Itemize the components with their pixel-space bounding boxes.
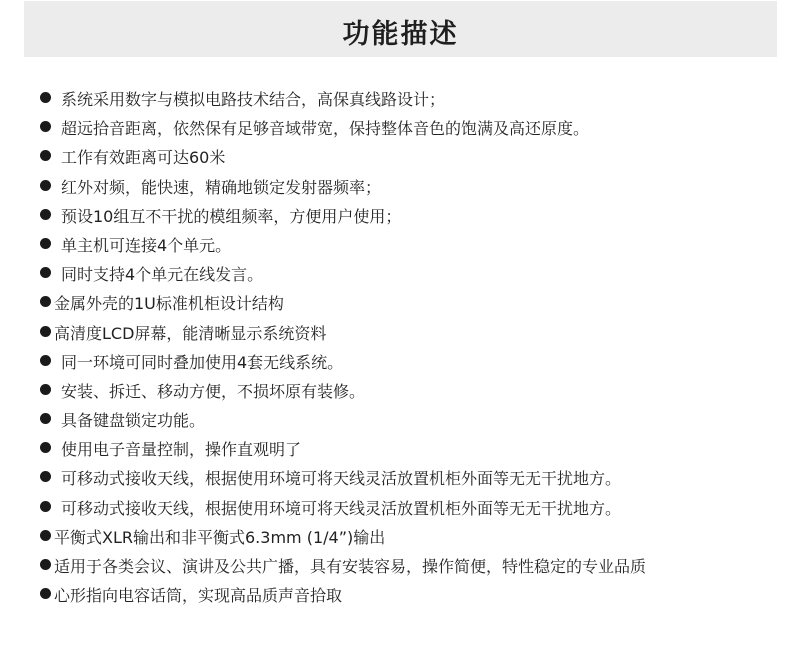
feature-list	[40, 84, 790, 609]
bullet-icon	[40, 384, 51, 395]
feature-text: 高清度LCD屏幕，能清晰显示系统资料	[54, 323, 327, 343]
feature-item	[40, 318, 790, 347]
feature-text: 同一环境可同时叠加使用4套无线系统。	[61, 352, 344, 372]
feature-text: 安装、拆迁、移动方便，不损坏原有装修。	[61, 381, 366, 401]
feature-item	[40, 493, 790, 522]
feature-text: 系统采用数字与模拟电路技术结合，高保真线路设计；	[61, 89, 446, 109]
feature-text: 使用电子音量控制，操作直观明了	[61, 440, 302, 460]
feature-item	[40, 551, 790, 580]
bullet-icon	[40, 501, 51, 512]
feature-item	[40, 376, 790, 405]
feature-item	[40, 288, 790, 317]
bullet-icon	[40, 413, 51, 424]
section-header	[24, 1, 777, 57]
bullet-icon	[40, 267, 51, 278]
feature-text: 单主机可连接4个单元。	[61, 235, 232, 255]
feature-text: 具备键盘锁定功能。	[61, 410, 206, 430]
feature-text: 平衡式XLR输出和非平衡式6.3mm (1/4”)输出	[54, 527, 386, 547]
feature-text: 金属外壳的1U标准机柜设计结构	[54, 294, 284, 314]
bullet-icon	[40, 296, 51, 307]
feature-text: 工作有效距离可达60米	[61, 148, 226, 168]
feature-item	[40, 259, 790, 288]
feature-item	[40, 463, 790, 492]
feature-text: 同时支持4个单元在线发言。	[61, 265, 264, 285]
bullet-icon	[40, 121, 51, 132]
feature-text: 预设10组互不干扰的模组频率，方便用户使用；	[61, 206, 402, 226]
bullet-icon	[40, 559, 51, 570]
feature-text: 超远拾音距离，依然保有足够音域带宽，保持整体音色的饱满及高还原度。	[61, 119, 590, 139]
bullet-icon	[40, 588, 51, 599]
feature-text: 可移动式接收天线，根据使用环境可将天线灵活放置机柜外面等无无干扰地方。	[61, 469, 622, 489]
page-title: 功能描述	[342, 18, 459, 50]
bullet-icon	[40, 442, 51, 453]
feature-item	[40, 347, 790, 376]
feature-item	[40, 405, 790, 434]
feature-item	[40, 142, 790, 171]
feature-item	[40, 522, 790, 551]
bullet-icon	[40, 471, 51, 482]
feature-text: 适用于各类会议、演讲及公共广播，具有安装容易，操作简便，特性稳定的专业品质	[54, 556, 647, 576]
feature-item	[40, 230, 790, 259]
feature-text: 可移动式接收天线，根据使用环境可将天线灵活放置机柜外面等无无干扰地方。	[61, 498, 622, 518]
bullet-icon	[40, 92, 51, 103]
bullet-icon	[40, 238, 51, 249]
bullet-icon	[40, 180, 51, 191]
feature-item	[40, 580, 790, 609]
bullet-icon	[40, 326, 51, 337]
feature-item	[40, 201, 790, 230]
feature-text: 红外对频，能快速，精确地锁定发射器频率；	[61, 177, 382, 197]
bullet-icon	[40, 355, 51, 366]
bullet-icon	[40, 530, 51, 541]
bullet-icon	[40, 209, 51, 220]
feature-item	[40, 113, 790, 142]
feature-item	[40, 434, 790, 463]
bullet-icon	[40, 150, 51, 161]
feature-item	[40, 84, 790, 113]
feature-text: 心形指向电容话筒，实现高品质声音拾取	[54, 586, 343, 606]
feature-item	[40, 172, 790, 201]
